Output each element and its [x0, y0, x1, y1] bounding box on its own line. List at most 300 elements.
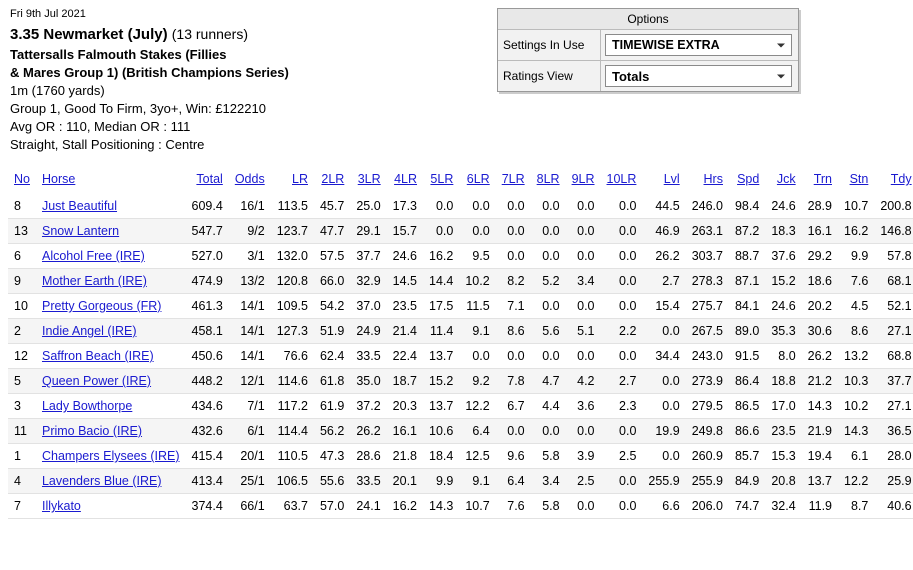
cell-hrs: 278.3 — [686, 269, 729, 294]
cell-3lr: 37.2 — [350, 394, 386, 419]
cell-total: 448.2 — [186, 369, 229, 394]
cell-stn: 10.2 — [838, 394, 874, 419]
cell-stn: 4.5 — [838, 294, 874, 319]
cell-4lr: 21.8 — [387, 444, 423, 469]
cell-7lr: 8.2 — [496, 269, 531, 294]
cell-lr: 109.5 — [271, 294, 314, 319]
cell-10lr: 2.3 — [601, 394, 643, 419]
horse-name-link[interactable] — [36, 369, 186, 394]
cell-10lr: 0.0 — [601, 294, 643, 319]
cell-tdy: 57.8 — [874, 244, 913, 269]
cell-9lr: 0.0 — [566, 419, 601, 444]
cell-4lr: 16.2 — [387, 494, 423, 519]
settings-in-use-row — [498, 30, 798, 61]
cell-4lr: 18.7 — [387, 369, 423, 394]
cell-jck: 18.8 — [765, 369, 801, 394]
cell-2lr: 57.5 — [314, 244, 350, 269]
cell-7lr: 7.6 — [496, 494, 531, 519]
cell-lr: 123.7 — [271, 219, 314, 244]
cell-2lr: 55.6 — [314, 469, 350, 494]
cell-8lr: 5.2 — [531, 269, 566, 294]
horse-name-link[interactable] — [36, 419, 186, 444]
cell-lvl: 26.2 — [642, 244, 685, 269]
horse-link-text[interactable]: Just Beautiful — [41, 199, 118, 213]
cell-hrs: 263.1 — [686, 219, 729, 244]
cell-lr: 114.6 — [271, 369, 314, 394]
cell-3lr: 29.1 — [350, 219, 386, 244]
cell-8lr: 4.4 — [531, 394, 566, 419]
column-header-stn[interactable]: Stn — [849, 172, 869, 186]
cell-stn: 13.2 — [838, 344, 874, 369]
cell-5lr: 10.6 — [423, 419, 459, 444]
cell-spd: 85.7 — [729, 444, 765, 469]
horse-name-link[interactable] — [36, 269, 186, 294]
cell-3lr: 25.0 — [350, 194, 386, 219]
column-header-tdy[interactable]: Tdy — [890, 172, 912, 186]
cell-hrs: 206.0 — [686, 494, 729, 519]
cell-8lr: 0.0 — [531, 419, 566, 444]
cell-tdy: 40.6 — [874, 494, 913, 519]
cell-odds: 3/1 — [229, 244, 271, 269]
cell-9lr: 0.0 — [566, 194, 601, 219]
cell-hrs: 279.5 — [686, 394, 729, 419]
cell-odds: 14/1 — [229, 294, 271, 319]
cell-spd: 86.4 — [729, 369, 765, 394]
cell-10lr: 0.0 — [601, 344, 643, 369]
cell-spd: 88.7 — [729, 244, 765, 269]
column-header-9lr[interactable]: 9LR — [571, 172, 595, 186]
table-row — [8, 369, 913, 394]
cell-9lr: 2.5 — [566, 469, 601, 494]
cell-jck: 37.6 — [765, 244, 801, 269]
cell-lr: 106.5 — [271, 469, 314, 494]
cell-jck: 32.4 — [765, 494, 801, 519]
cell-6lr: 0.0 — [459, 344, 495, 369]
cell-tdy: 27.1 — [874, 319, 913, 344]
cell-odds: 6/1 — [229, 419, 271, 444]
cell-lr: 114.4 — [271, 419, 314, 444]
cell-no: 10 — [8, 294, 36, 319]
horse-name-link[interactable] — [36, 294, 186, 319]
cell-tdy: 146.8 — [874, 219, 913, 244]
cell-10lr: 2.5 — [601, 444, 643, 469]
table-row — [8, 269, 913, 294]
race-course-info: Straight, Stall Positioning : Centre — [10, 137, 205, 152]
cell-5lr: 16.2 — [423, 244, 459, 269]
cell-9lr: 3.4 — [566, 269, 601, 294]
cell-no: 2 — [8, 319, 36, 344]
horse-link-text[interactable]: Lady Bowthorpe — [41, 399, 133, 413]
column-header-6lr[interactable]: 6LR — [466, 172, 490, 186]
cell-odds: 13/2 — [229, 269, 271, 294]
cell-total: 461.3 — [186, 294, 229, 319]
cell-2lr: 61.9 — [314, 394, 350, 419]
cell-4lr: 22.4 — [387, 344, 423, 369]
cell-3lr: 24.1 — [350, 494, 386, 519]
cell-3lr: 24.9 — [350, 319, 386, 344]
cell-2lr: 47.3 — [314, 444, 350, 469]
cell-stn: 6.1 — [838, 444, 874, 469]
cell-2lr: 54.2 — [314, 294, 350, 319]
cell-9lr: 0.0 — [566, 244, 601, 269]
cell-3lr: 33.5 — [350, 344, 386, 369]
column-header-horse[interactable]: Horse — [41, 172, 76, 186]
cell-7lr: 8.6 — [496, 319, 531, 344]
cell-7lr: 0.0 — [496, 219, 531, 244]
cell-no: 11 — [8, 419, 36, 444]
cell-trn: 28.9 — [802, 194, 838, 219]
cell-jck: 23.5 — [765, 419, 801, 444]
cell-10lr: 0.0 — [601, 419, 643, 444]
cell-7lr: 6.4 — [496, 469, 531, 494]
horse-link-text[interactable]: Queen Power (IRE) — [41, 374, 152, 388]
cell-6lr: 10.7 — [459, 494, 495, 519]
cell-5lr: 15.2 — [423, 369, 459, 394]
cell-10lr: 0.0 — [601, 194, 643, 219]
cell-6lr: 12.5 — [459, 444, 495, 469]
cell-stn: 14.3 — [838, 419, 874, 444]
column-header-10lr[interactable]: 10LR — [606, 172, 637, 186]
runners-table — [8, 168, 913, 519]
horse-name-link[interactable] — [36, 469, 186, 494]
cell-jck: 17.0 — [765, 394, 801, 419]
cell-total: 458.1 — [186, 319, 229, 344]
cell-2lr: 61.8 — [314, 369, 350, 394]
table-row — [8, 469, 913, 494]
column-header-jck[interactable]: Jck — [776, 172, 796, 186]
cell-6lr: 9.5 — [459, 244, 495, 269]
cell-total: 434.6 — [186, 394, 229, 419]
cell-hrs: 255.9 — [686, 469, 729, 494]
cell-trn: 18.6 — [802, 269, 838, 294]
cell-jck: 24.6 — [765, 194, 801, 219]
settings-in-use-select[interactable] — [605, 34, 792, 56]
cell-8lr: 0.0 — [531, 194, 566, 219]
column-header-8lr[interactable]: 8LR — [536, 172, 560, 186]
table-row — [8, 444, 913, 469]
column-header-hrs[interactable]: Hrs — [703, 172, 723, 186]
cell-lr: 113.5 — [271, 194, 314, 219]
cell-hrs: 275.7 — [686, 294, 729, 319]
cell-6lr: 6.4 — [459, 419, 495, 444]
cell-odds: 66/1 — [229, 494, 271, 519]
horse-name-link[interactable] — [36, 394, 186, 419]
cell-lvl: 44.5 — [642, 194, 685, 219]
horse-link-text[interactable]: Illykato — [41, 499, 81, 513]
cell-trn: 21.9 — [802, 419, 838, 444]
cell-tdy: 25.9 — [874, 469, 913, 494]
cell-lvl: 19.9 — [642, 419, 685, 444]
cell-spd: 87.1 — [729, 269, 765, 294]
cell-stn: 10.3 — [838, 369, 874, 394]
cell-5lr: 17.5 — [423, 294, 459, 319]
cell-4lr: 24.6 — [387, 244, 423, 269]
cell-no: 8 — [8, 194, 36, 219]
cell-trn: 21.2 — [802, 369, 838, 394]
cell-stn: 12.2 — [838, 469, 874, 494]
cell-jck: 15.3 — [765, 444, 801, 469]
cell-10lr: 0.0 — [601, 244, 643, 269]
cell-no: 9 — [8, 269, 36, 294]
cell-no: 4 — [8, 469, 36, 494]
cell-lr: 132.0 — [271, 244, 314, 269]
cell-2lr: 56.2 — [314, 419, 350, 444]
column-header-total[interactable]: Total — [196, 172, 223, 186]
cell-3lr: 32.9 — [350, 269, 386, 294]
column-header-lr[interactable]: LR — [292, 172, 308, 186]
cell-6lr: 0.0 — [459, 219, 495, 244]
cell-no: 12 — [8, 344, 36, 369]
ratings-view-row — [498, 61, 798, 91]
cell-10lr: 2.2 — [601, 319, 643, 344]
settings-in-use-control — [601, 30, 798, 60]
cell-4lr: 20.1 — [387, 469, 423, 494]
cell-tdy: 68.1 — [874, 269, 913, 294]
cell-lr: 63.7 — [271, 494, 314, 519]
cell-trn: 16.1 — [802, 219, 838, 244]
cell-odds: 9/2 — [229, 219, 271, 244]
cell-hrs: 273.9 — [686, 369, 729, 394]
cell-jck: 18.3 — [765, 219, 801, 244]
cell-9lr: 0.0 — [566, 294, 601, 319]
options-panel — [497, 8, 799, 92]
race-ratings-summary: Avg OR : 110, Median OR : 111 — [10, 119, 191, 134]
options-panel-title: Options — [498, 9, 798, 30]
cell-stn: 9.9 — [838, 244, 874, 269]
column-header-4lr[interactable]: 4LR — [394, 172, 418, 186]
horse-link-text[interactable]: Pretty Gorgeous (FR) — [41, 299, 162, 313]
cell-no: 6 — [8, 244, 36, 269]
race-header — [0, 0, 913, 152]
cell-hrs: 267.5 — [686, 319, 729, 344]
cell-8lr: 4.7 — [531, 369, 566, 394]
column-header-no[interactable]: No — [14, 172, 30, 186]
cell-2lr: 66.0 — [314, 269, 350, 294]
table-row — [8, 494, 913, 519]
cell-6lr: 11.5 — [459, 294, 495, 319]
cell-trn: 30.6 — [802, 319, 838, 344]
cell-9lr: 0.0 — [566, 494, 601, 519]
cell-8lr: 0.0 — [531, 219, 566, 244]
cell-4lr: 15.7 — [387, 219, 423, 244]
horse-name-link[interactable] — [36, 219, 186, 244]
settings-in-use-value: TIMEWISE EXTRA — [612, 38, 720, 52]
cell-8lr: 0.0 — [531, 244, 566, 269]
cell-spd: 74.7 — [729, 494, 765, 519]
cell-5lr: 0.0 — [423, 219, 459, 244]
cell-lvl: 0.0 — [642, 369, 685, 394]
horse-link-text[interactable]: Primo Bacio (IRE) — [41, 424, 143, 438]
horse-name-link[interactable] — [36, 344, 186, 369]
column-header-lvl[interactable]: Lvl — [663, 172, 680, 186]
cell-odds: 14/1 — [229, 344, 271, 369]
cell-8lr: 5.6 — [531, 319, 566, 344]
cell-7lr: 0.0 — [496, 244, 531, 269]
cell-total: 474.9 — [186, 269, 229, 294]
race-date: Fri 9th Jul 2021 — [10, 8, 86, 20]
cell-tdy: 68.8 — [874, 344, 913, 369]
cell-3lr: 35.0 — [350, 369, 386, 394]
cell-5lr: 13.7 — [423, 344, 459, 369]
cell-total: 527.0 — [186, 244, 229, 269]
cell-lvl: 15.4 — [642, 294, 685, 319]
table-row — [8, 219, 913, 244]
cell-lvl: 0.0 — [642, 394, 685, 419]
cell-spd: 86.6 — [729, 419, 765, 444]
column-header-2lr[interactable]: 2LR — [321, 172, 345, 186]
cell-lr: 120.8 — [271, 269, 314, 294]
cell-6lr: 9.1 — [459, 319, 495, 344]
cell-8lr: 5.8 — [531, 494, 566, 519]
cell-6lr: 10.2 — [459, 269, 495, 294]
cell-hrs: 249.8 — [686, 419, 729, 444]
column-header-3lr[interactable]: 3LR — [357, 172, 381, 186]
cell-2lr: 45.7 — [314, 194, 350, 219]
cell-hrs: 243.0 — [686, 344, 729, 369]
ratings-view-label: Ratings View — [498, 61, 601, 91]
table-row — [8, 344, 913, 369]
column-header-trn[interactable]: Trn — [813, 172, 832, 186]
table-row — [8, 394, 913, 419]
cell-trn: 20.2 — [802, 294, 838, 319]
cell-6lr: 9.2 — [459, 369, 495, 394]
cell-no: 3 — [8, 394, 36, 419]
cell-hrs: 246.0 — [686, 194, 729, 219]
cell-total: 432.6 — [186, 419, 229, 444]
cell-jck: 35.3 — [765, 319, 801, 344]
cell-6lr: 9.1 — [459, 469, 495, 494]
cell-trn: 13.7 — [802, 469, 838, 494]
cell-odds: 16/1 — [229, 194, 271, 219]
cell-no: 1 — [8, 444, 36, 469]
cell-trn: 14.3 — [802, 394, 838, 419]
horse-link-text[interactable]: Saffron Beach (IRE) — [41, 349, 154, 363]
cell-stn: 16.2 — [838, 219, 874, 244]
cell-tdy: 27.1 — [874, 394, 913, 419]
cell-lvl: 0.0 — [642, 319, 685, 344]
runners-table-body — [8, 194, 913, 519]
horse-link-text[interactable]: Lavenders Blue (IRE) — [41, 474, 162, 488]
cell-5lr: 14.3 — [423, 494, 459, 519]
cell-4lr: 23.5 — [387, 294, 423, 319]
horse-link-text[interactable]: Mother Earth (IRE) — [41, 274, 147, 288]
race-title-text: 3.35 Newmarket (July) — [10, 26, 168, 43]
race-runner-count: (13 runners) — [171, 26, 249, 42]
cell-lvl: 46.9 — [642, 219, 685, 244]
cell-6lr: 12.2 — [459, 394, 495, 419]
cell-7lr: 7.8 — [496, 369, 531, 394]
cell-5lr: 0.0 — [423, 194, 459, 219]
cell-trn: 11.9 — [802, 494, 838, 519]
horse-name-link[interactable] — [36, 194, 186, 219]
cell-2lr: 62.4 — [314, 344, 350, 369]
cell-spd: 98.4 — [729, 194, 765, 219]
cell-stn: 7.6 — [838, 269, 874, 294]
cell-stn: 8.6 — [838, 319, 874, 344]
ratings-view-control — [601, 61, 798, 91]
cell-trn: 26.2 — [802, 344, 838, 369]
cell-spd: 89.0 — [729, 319, 765, 344]
horse-link-text[interactable]: Indie Angel (IRE) — [41, 324, 137, 338]
ratings-view-value: Totals — [612, 68, 650, 84]
cell-lr: 76.6 — [271, 344, 314, 369]
chevron-down-icon — [773, 68, 789, 84]
cell-lr: 127.3 — [271, 319, 314, 344]
race-name-line-2: & Mares Group 1) (British Champions Series) — [10, 65, 289, 80]
cell-7lr: 0.0 — [496, 344, 531, 369]
horse-link-text[interactable]: Champers Elysees (IRE) — [41, 449, 180, 463]
cell-9lr: 3.9 — [566, 444, 601, 469]
cell-spd: 86.5 — [729, 394, 765, 419]
cell-total: 415.4 — [186, 444, 229, 469]
table-row — [8, 244, 913, 269]
cell-7lr: 0.0 — [496, 419, 531, 444]
cell-10lr: 0.0 — [601, 219, 643, 244]
cell-4lr: 17.3 — [387, 194, 423, 219]
column-header-odds[interactable]: Odds — [234, 172, 265, 186]
cell-spd: 84.9 — [729, 469, 765, 494]
settings-in-use-label: Settings In Use — [498, 30, 601, 60]
cell-spd: 87.2 — [729, 219, 765, 244]
cell-hrs: 303.7 — [686, 244, 729, 269]
cell-3lr: 33.5 — [350, 469, 386, 494]
cell-4lr: 20.3 — [387, 394, 423, 419]
cell-jck: 8.0 — [765, 344, 801, 369]
cell-tdy: 52.1 — [874, 294, 913, 319]
cell-9lr: 5.1 — [566, 319, 601, 344]
cell-no: 13 — [8, 219, 36, 244]
cell-lvl: 6.6 — [642, 494, 685, 519]
cell-7lr: 6.7 — [496, 394, 531, 419]
cell-10lr: 0.0 — [601, 469, 643, 494]
table-row — [8, 319, 913, 344]
cell-9lr: 3.6 — [566, 394, 601, 419]
cell-hrs: 260.9 — [686, 444, 729, 469]
cell-stn: 10.7 — [838, 194, 874, 219]
chevron-down-icon — [773, 37, 789, 53]
cell-2lr: 57.0 — [314, 494, 350, 519]
cell-5lr: 9.9 — [423, 469, 459, 494]
table-row — [8, 419, 913, 444]
table-row — [8, 294, 913, 319]
cell-3lr: 28.6 — [350, 444, 386, 469]
cell-4lr: 16.1 — [387, 419, 423, 444]
cell-lvl: 2.7 — [642, 269, 685, 294]
column-header-5lr[interactable]: 5LR — [430, 172, 454, 186]
cell-odds: 12/1 — [229, 369, 271, 394]
cell-6lr: 0.0 — [459, 194, 495, 219]
column-header-7lr[interactable]: 7LR — [501, 172, 525, 186]
horse-name-link[interactable] — [36, 244, 186, 269]
horse-link-text[interactable]: Snow Lantern — [41, 224, 120, 238]
cell-tdy: 200.8 — [874, 194, 913, 219]
cell-8lr: 0.0 — [531, 344, 566, 369]
horse-name-link[interactable] — [36, 494, 186, 519]
ratings-view-select[interactable] — [605, 65, 792, 87]
cell-10lr: 0.0 — [601, 494, 643, 519]
cell-8lr: 0.0 — [531, 294, 566, 319]
cell-4lr: 21.4 — [387, 319, 423, 344]
cell-trn: 29.2 — [802, 244, 838, 269]
horse-name-link[interactable] — [36, 444, 186, 469]
horse-name-link[interactable] — [36, 319, 186, 344]
cell-10lr: 2.7 — [601, 369, 643, 394]
cell-lvl: 255.9 — [642, 469, 685, 494]
horse-link-text[interactable]: Alcohol Free (IRE) — [41, 249, 145, 263]
column-header-spd[interactable]: Spd — [737, 172, 760, 186]
race-conditions: Group 1, Good To Firm, 3yo+, Win: £122210 — [10, 101, 266, 116]
cell-lr: 110.5 — [271, 444, 314, 469]
